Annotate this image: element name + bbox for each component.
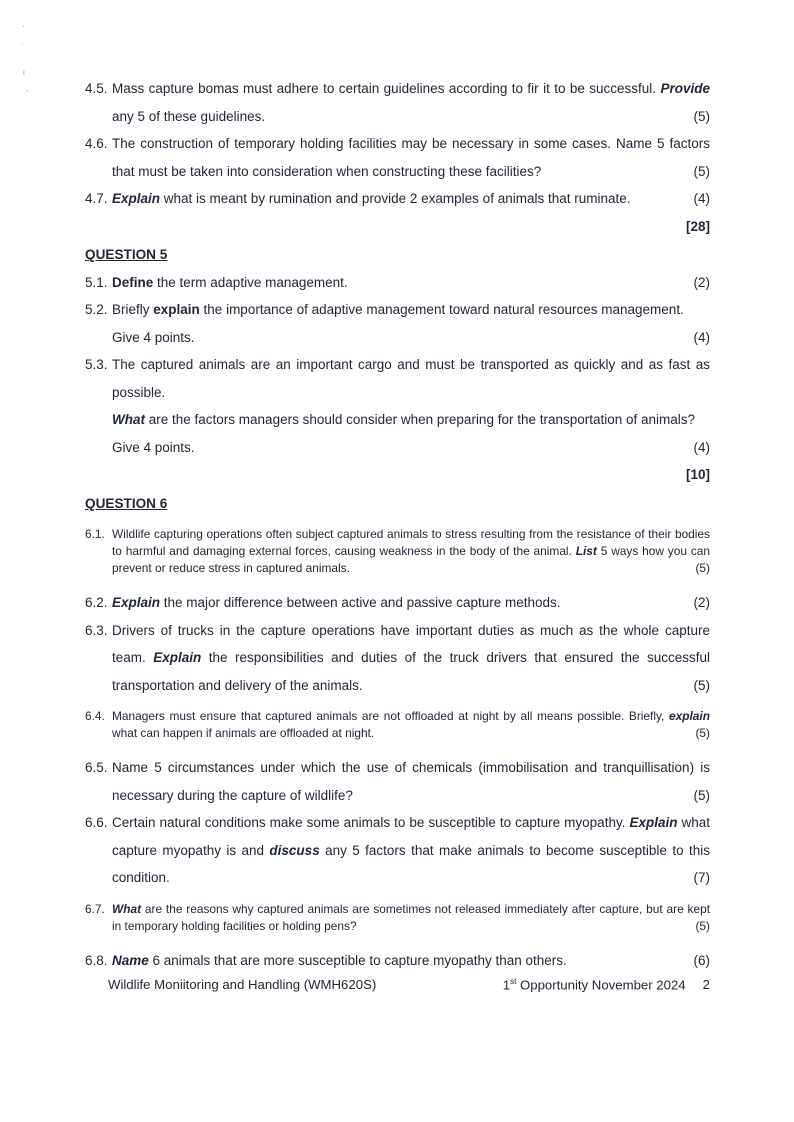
question-marks: (5) — [693, 787, 710, 803]
question-item — [85, 947, 710, 975]
question-item — [85, 185, 710, 213]
question-marks: (2) — [693, 274, 710, 290]
question-text: What are the reasons why captured animals are sometimes not released immediately after capture, but are kept in temporary holding facilities or holding pens? (5) — [112, 901, 710, 933]
question-number: 5.1. — [85, 274, 108, 290]
section-heading — [85, 490, 710, 518]
question-number: 4.6. — [85, 136, 108, 151]
question-number: 6.4. — [85, 709, 105, 723]
question-number: 4.5. — [85, 81, 108, 96]
question-text: Wildlife capturing operations often subject captured animals to stress resulting from the resistance of their bodies to harmful and damaging external forces, causing weakness in the body of the animal. List 5 ways how you can prevent or reduce stress in captured animals. (5) — [112, 527, 710, 575]
question-item — [85, 708, 710, 742]
question-marks: (5) — [693, 108, 710, 124]
question-marks: (5) — [695, 726, 710, 740]
question-item — [85, 296, 710, 351]
question-marks: (5) — [693, 163, 710, 179]
footer-session: 1st Opportunity November 2024 2 — [502, 977, 710, 993]
question-text: Mass capture bomas must adhere to certain guidelines according to fir it to be successful. Provide any 5 of these guidelines. (5) — [112, 75, 710, 130]
question-item — [85, 75, 710, 130]
section-total-marks: [28] — [685, 218, 710, 234]
question-marks: (2) — [693, 595, 710, 610]
question-marks: (4) — [693, 439, 710, 455]
question-text: The construction of temporary holding facilities may be necessary in some cases. Name 5 factors that must be taken into consideration when constructing these facilities? (5) — [112, 130, 710, 185]
question-item — [85, 130, 710, 185]
section-total-marks: [10] — [685, 467, 710, 482]
question-marks: (5) — [695, 918, 710, 933]
question-number: 4.7. — [85, 191, 108, 206]
question-number: 6.8. — [85, 952, 108, 968]
question-item — [85, 901, 710, 935]
question-text: Certain natural conditions make some animals to be susceptible to capture myopathy. Explain what capture myopathy is and discuss any 5 factors that make animals to become susceptible to this condition. (7) — [112, 809, 710, 892]
question-number: 6.5. — [85, 760, 108, 775]
question-item — [85, 351, 710, 461]
question-marks: (6) — [693, 952, 710, 968]
question-text: The captured animals are an important cargo and must be transported as quickly and as fast as possible. What are the factors managers should consider when preparing for the transportation of animals? Give 4 points. (4) — [112, 351, 710, 461]
question-number: 6.1. — [85, 527, 105, 541]
question-item — [85, 589, 710, 617]
question-item — [85, 617, 710, 700]
question-text: Briefly explain the importance of adaptive management toward natural resources management. Give 4 points. (4) — [112, 296, 710, 351]
question-marks: (5) — [695, 561, 710, 575]
page-footer — [108, 977, 710, 992]
question-list — [85, 75, 710, 974]
footer-superscript: st — [510, 977, 517, 986]
scan-speck: · — [22, 22, 25, 31]
question-marks: (4) — [693, 191, 710, 206]
question-text: Managers must ensure that captured animals are not offloaded at night by all means possible. Briefly, explain what can happen if animals are offloaded at night. (5) — [112, 709, 710, 740]
question-marks: (7) — [693, 870, 710, 885]
footer-course: Wildlife Moniitoring and Handling (WMH620S) — [108, 977, 377, 993]
scan-speck: · — [21, 39, 24, 48]
question-text: Explain the major difference between active and passive capture methods. (2) — [112, 589, 710, 617]
section-heading-text: QUESTION 5 — [85, 247, 168, 262]
question-text: Name 5 circumstances under which the use of chemicals (immobilisation and tranquillisation) is necessary during the capture of wildlife? (5) — [112, 754, 710, 809]
question-item — [85, 269, 710, 297]
question-text: Name 6 animals that are more susceptible to capture myopathy than others. (6) — [112, 947, 710, 975]
section-heading — [85, 241, 710, 269]
question-text: Explain what is meant by rumination and provide 2 examples of animals that ruminate. (4) — [112, 185, 710, 213]
question-text: Drivers of trucks in the capture operations have important duties as much as the whole capture team. Explain the responsibilities and duties of the truck drivers that ensured the successful transportation and delivery of the animals. (5) — [112, 617, 710, 700]
question-item — [85, 809, 710, 892]
footer-page-number: 2 — [702, 977, 710, 993]
scan-speck: , — [26, 84, 29, 93]
question-marks: (5) — [693, 677, 710, 693]
question-number: 6.7. — [85, 901, 105, 916]
question-number: 5.3. — [85, 357, 108, 372]
scan-speck: ι — [23, 68, 25, 77]
question-number: 6.3. — [85, 622, 108, 638]
question-number: 6.6. — [85, 815, 108, 830]
question-number: 6.2. — [85, 595, 108, 610]
question-item — [85, 754, 710, 809]
question-text: Define the term adaptive management. (2) — [112, 269, 710, 297]
question-marks: (4) — [693, 329, 710, 345]
question-item — [85, 526, 710, 577]
section-heading-text: QUESTION 6 — [85, 495, 168, 511]
question-number: 5.2. — [85, 302, 108, 317]
